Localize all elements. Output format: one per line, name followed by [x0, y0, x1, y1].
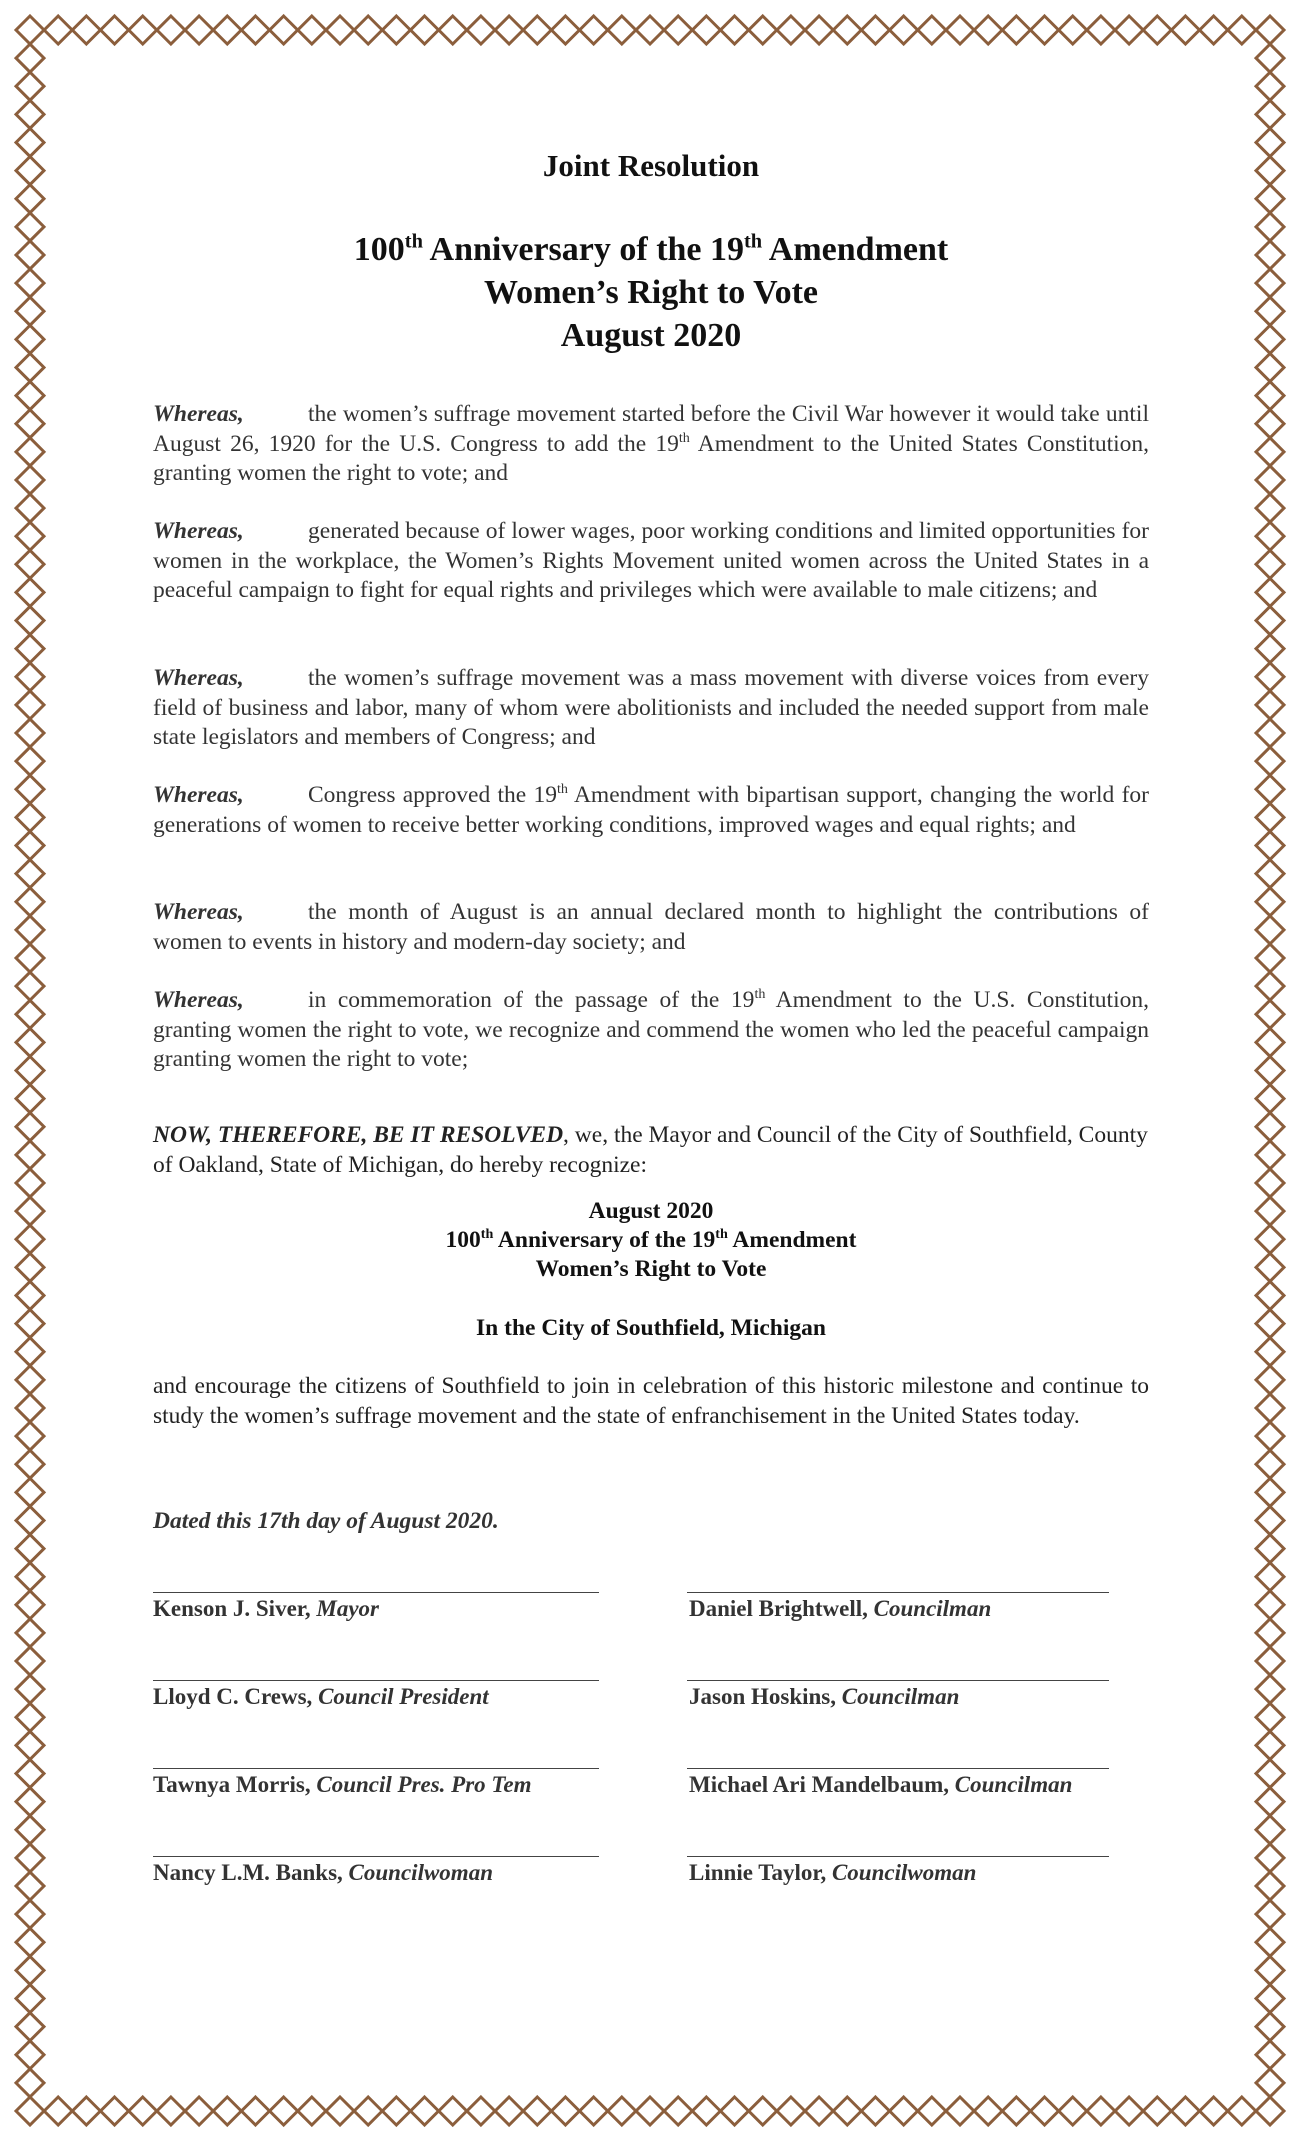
whereas-paragraph: Whereas, the month of August is an annual declared month to highlight the contributions of women to events in history and modern-day society; and: [153, 899, 1149, 955]
border-diamond: [439, 16, 467, 44]
border-diamond: [16, 1535, 44, 1563]
border-diamond: [918, 16, 946, 44]
border-diamond: [16, 297, 44, 325]
border-diamond: [326, 2097, 354, 2125]
border-diamond: [1059, 2097, 1087, 2125]
border-diamond: [467, 2097, 495, 2125]
border-diamond: [16, 44, 44, 72]
border-diamond: [16, 803, 44, 831]
border-diamond: [1256, 297, 1284, 325]
border-diamond: [129, 2097, 157, 2125]
border-diamond: [16, 1169, 44, 1197]
signatory-council-pres-pro-tem: Tawnya Morris, Council Pres. Pro Tem: [153, 1772, 532, 1797]
whereas-paragraph: Whereas, generated because of lower wages, poor working conditions and limited opportunities for women in the workplace, the Women’s Rights Movement united women across the United States in a peaceful campaign to fight for equal rights and privileges which were available to male citizens; and: [153, 518, 1149, 603]
border-diamond: [1256, 241, 1284, 269]
border-diamond: [749, 16, 777, 44]
border-diamond: [1256, 1675, 1284, 1703]
border-diamond: [1256, 2069, 1284, 2097]
border-diamond: [16, 1000, 44, 1028]
signature-line: [153, 1856, 599, 1857]
border-diamond: [1171, 2097, 1199, 2125]
border-diamond: [16, 775, 44, 803]
border-diamond: [1256, 832, 1284, 860]
whereas-paragraph: Whereas, the women’s suffrage movement was a mass movement with diverse voices from every field of business and labor, many of whom were abolitionists and included the needed support from male state legislators and members of Congress; and: [153, 665, 1149, 750]
border-diamond: [664, 2097, 692, 2125]
signatory-councilman: Michael Ari Mandelbaum, Councilman: [689, 1772, 1073, 1797]
border-diamond: [1256, 1169, 1284, 1197]
border-diamond: [1171, 16, 1199, 44]
border-diamond: [185, 16, 213, 44]
border-diamond: [16, 325, 44, 353]
border-diamond: [749, 2097, 777, 2125]
border-diamond: [16, 2041, 44, 2069]
border-diamond: [72, 2097, 100, 2125]
border-diamond: [16, 1872, 44, 1900]
border-diamond: [890, 2097, 918, 2125]
border-diamond: [1256, 972, 1284, 1000]
border-diamond: [1256, 2013, 1284, 2041]
border-diamond: [16, 2013, 44, 2041]
border-diamond: [861, 2097, 889, 2125]
border-diamond: [157, 16, 185, 44]
border-diamond: [213, 2097, 241, 2125]
border-diamond: [1256, 1197, 1284, 1225]
border-diamond: [44, 16, 72, 44]
border-diamond: [1256, 213, 1284, 241]
border-diamond: [1256, 522, 1284, 550]
border-diamond: [1256, 1310, 1284, 1338]
border-diamond: [1256, 16, 1284, 44]
border-diamond: [1087, 2097, 1115, 2125]
border-diamond: [354, 2097, 382, 2125]
border-diamond: [326, 16, 354, 44]
border-diamond: [16, 1928, 44, 1956]
border-diamond: [1256, 100, 1284, 128]
border-diamond: [1256, 1619, 1284, 1647]
border-diamond: [16, 1788, 44, 1816]
border-diamond: [1256, 44, 1284, 72]
border-diamond: [1256, 1731, 1284, 1759]
border-diamond: [270, 16, 298, 44]
border-diamond: [16, 1028, 44, 1056]
border-diamond: [861, 16, 889, 44]
border-diamond: [1256, 578, 1284, 606]
closing-paragraph: and encourage the citizens of Southfield to join in celebration of this historic milestone and continue to study the women’s suffrage movement and the state of enfranchisement in the United States today.: [153, 1373, 1149, 1429]
border-diamond: [16, 1563, 44, 1591]
border-diamond: [16, 1366, 44, 1394]
border-diamond: [16, 1141, 44, 1169]
border-diamond: [16, 1844, 44, 1872]
border-diamond: [1256, 1281, 1284, 1309]
border-diamond: [101, 16, 129, 44]
border-diamond: [636, 16, 664, 44]
border-diamond: [1256, 719, 1284, 747]
border-diamond: [16, 157, 44, 185]
border-diamond: [1256, 1563, 1284, 1591]
recognition-date: August 2020: [588, 1198, 714, 1224]
border-diamond: [721, 2097, 749, 2125]
border-diamond: [16, 1394, 44, 1422]
border-diamond: [16, 1760, 44, 1788]
border-diamond: [1256, 1535, 1284, 1563]
border-diamond: [1031, 2097, 1059, 2125]
border-diamond: [1256, 1366, 1284, 1394]
signatory-council-president: Lloyd C. Crews, Council President: [153, 1684, 489, 1709]
border-diamond: [16, 269, 44, 297]
border-diamond: [16, 578, 44, 606]
border-diamond: [1256, 691, 1284, 719]
border-diamond: [1115, 2097, 1143, 2125]
border-diamond: [270, 2097, 298, 2125]
recognition-right-to-vote: Women’s Right to Vote: [535, 1256, 767, 1282]
border-diamond: [129, 16, 157, 44]
border-diamond: [16, 607, 44, 635]
border-diamond: [16, 1450, 44, 1478]
border-diamond: [1256, 1225, 1284, 1253]
border-diamond: [1002, 16, 1030, 44]
border-diamond: [16, 550, 44, 578]
border-diamond: [1200, 2097, 1228, 2125]
border-diamond: [523, 2097, 551, 2125]
border-diamond: [1115, 16, 1143, 44]
border-diamond: [1256, 1900, 1284, 1928]
signatory-councilwoman: Linnie Taylor, Councilwoman: [689, 1860, 977, 1885]
border-diamond: [1256, 1872, 1284, 1900]
border-diamond: [495, 16, 523, 44]
border-diamond: [16, 382, 44, 410]
whereas-paragraph: Whereas, Congress approved the 19th Amendment with bipartisan support, changing the world for generations of women to receive better working conditions, improved wages and equal rights; and: [153, 781, 1149, 838]
anniversary-heading: 100th Anniversary of the 19th Amendment: [353, 230, 949, 268]
border-diamond: [354, 16, 382, 44]
border-diamond: [1256, 128, 1284, 156]
border-diamond: [16, 1647, 44, 1675]
border-diamond: [16, 747, 44, 775]
signature-line: [153, 1768, 599, 1769]
border-diamond: [16, 1816, 44, 1844]
border-diamond: [1256, 916, 1284, 944]
border-diamond: [1256, 382, 1284, 410]
border-diamond: [1256, 410, 1284, 438]
border-diamond: [918, 2097, 946, 2125]
border-diamond: [1256, 1057, 1284, 1085]
border-diamond: [1256, 747, 1284, 775]
whereas-paragraph: Whereas, the women’s suffrage movement started before the Civil War however it would take until August 26, 1920 for the U.S. Congress to add the 19th Amendment to the United States Constitution, granting women the right to vote; and: [153, 401, 1149, 486]
border-diamond: [157, 2097, 185, 2125]
border-diamond: [1256, 438, 1284, 466]
border-diamond: [580, 16, 608, 44]
border-diamond: [1256, 663, 1284, 691]
border-diamond: [16, 1338, 44, 1366]
border-diamond: [1256, 2041, 1284, 2069]
border-diamond: [1256, 185, 1284, 213]
border-diamond: [805, 16, 833, 44]
signatory-councilwoman: Nancy L.M. Banks, Councilwoman: [153, 1860, 493, 1885]
border-diamond: [608, 16, 636, 44]
border-diamond: [1256, 1000, 1284, 1028]
border-diamond: [16, 1675, 44, 1703]
border-diamond: [1256, 1478, 1284, 1506]
border-diamond: [692, 16, 720, 44]
border-diamond: [44, 2097, 72, 2125]
border-diamond: [16, 1253, 44, 1281]
border-diamond: [664, 16, 692, 44]
border-diamond: [495, 2097, 523, 2125]
border-diamond: [16, 100, 44, 128]
resolved-paragraph: NOW, THEREFORE, BE IT RESOLVED, we, the Mayor and Council of the City of Southfield, County of Oakland, State of Michigan, do hereby recognize:: [153, 1122, 1148, 1178]
border-diamond: [608, 2097, 636, 2125]
border-diamond: [1256, 1506, 1284, 1534]
border-diamond: [1256, 860, 1284, 888]
document-title: Joint Resolution: [542, 148, 760, 183]
border-diamond: [16, 1591, 44, 1619]
border-diamond: [16, 1422, 44, 1450]
border-diamond: [1031, 16, 1059, 44]
border-diamond: [551, 16, 579, 44]
signatory-mayor: Kenson J. Siver, Mayor: [153, 1596, 379, 1621]
border-diamond: [1256, 1113, 1284, 1141]
border-diamond: [16, 353, 44, 381]
border-diamond: [16, 1985, 44, 2013]
border-diamond: [16, 944, 44, 972]
border-diamond: [16, 916, 44, 944]
border-diamond: [1256, 325, 1284, 353]
border-diamond: [16, 1225, 44, 1253]
border-diamond: [636, 2097, 664, 2125]
border-diamond: [974, 2097, 1002, 2125]
border-diamond: [16, 860, 44, 888]
border-diamond: [467, 16, 495, 44]
border-diamond: [16, 213, 44, 241]
border-diamond: [1256, 1816, 1284, 1844]
border-diamond: [16, 72, 44, 100]
border-diamond: [1256, 1844, 1284, 1872]
border-diamond: [16, 972, 44, 1000]
border-diamond: [1256, 550, 1284, 578]
border-diamond: [721, 16, 749, 44]
border-diamond: [1256, 1985, 1284, 2013]
border-diamond: [1087, 16, 1115, 44]
signature-line: [687, 1768, 1109, 1769]
dated-line: Dated this 17th day of August 2020.: [153, 1508, 499, 1534]
whereas-paragraph: Whereas, in commemoration of the passage of the 19th Amendment to the U.S. Constitution, granting women the right to vote, we recognize and commend the women who led the peaceful campaign granting women the right to vote;: [153, 986, 1149, 1072]
border-diamond: [805, 2097, 833, 2125]
border-diamond: [16, 438, 44, 466]
border-diamond: [16, 410, 44, 438]
signatory-councilman: Daniel Brightwell, Councilman: [689, 1596, 992, 1621]
border-diamond: [72, 16, 100, 44]
border-diamond: [1256, 1956, 1284, 1984]
signature-line: [153, 1592, 599, 1593]
border-diamond: [382, 2097, 410, 2125]
border-diamond: [1256, 803, 1284, 831]
border-diamond: [1256, 1591, 1284, 1619]
border-diamond: [1256, 1338, 1284, 1366]
border-diamond: [16, 1197, 44, 1225]
border-diamond: [1256, 1394, 1284, 1422]
border-diamond: [16, 1506, 44, 1534]
border-diamond: [1228, 16, 1256, 44]
border-diamond: [1256, 888, 1284, 916]
border-diamond: [16, 1703, 44, 1731]
border-diamond: [833, 2097, 861, 2125]
border-diamond: [1256, 1760, 1284, 1788]
border-diamond: [16, 1113, 44, 1141]
border-diamond: [16, 1478, 44, 1506]
border-diamond: [16, 832, 44, 860]
border-diamond: [16, 16, 44, 44]
border-diamond: [16, 185, 44, 213]
subtitle-date: August 2020: [560, 317, 742, 354]
border-diamond: [1256, 72, 1284, 100]
border-diamond: [1256, 1253, 1284, 1281]
border-diamond: [16, 1900, 44, 1928]
border-diamond: [411, 16, 439, 44]
signatory-councilman: Jason Hoskins, Councilman: [689, 1684, 960, 1709]
recognition-city: In the City of Southfield, Michigan: [476, 1315, 826, 1341]
signature-line: [687, 1592, 1109, 1593]
border-diamond: [777, 16, 805, 44]
border-diamond: [946, 2097, 974, 2125]
border-diamond: [1143, 2097, 1171, 2125]
signature-line: [687, 1856, 1109, 1857]
border-diamond: [16, 466, 44, 494]
border-diamond: [551, 2097, 579, 2125]
border-diamond: [1256, 775, 1284, 803]
border-diamond: [1256, 466, 1284, 494]
border-diamond: [1256, 1703, 1284, 1731]
border-diamond: [241, 2097, 269, 2125]
border-diamond: [580, 2097, 608, 2125]
border-diamond: [974, 16, 1002, 44]
border-diamond: [833, 16, 861, 44]
border-diamond: [1256, 353, 1284, 381]
border-diamond: [298, 16, 326, 44]
border-diamond: [1256, 494, 1284, 522]
border-diamond: [1256, 157, 1284, 185]
recognition-anniversary: 100th Anniversary of the 19th Amendment: [445, 1226, 857, 1253]
border-diamond: [16, 1057, 44, 1085]
border-diamond: [523, 16, 551, 44]
border-diamond: [382, 16, 410, 44]
border-diamond: [16, 2097, 44, 2125]
border-diamond: [1256, 1647, 1284, 1675]
border-diamond: [16, 888, 44, 916]
border-diamond: [16, 719, 44, 747]
border-diamond: [16, 1956, 44, 1984]
border-diamond: [1200, 16, 1228, 44]
border-diamond: [1143, 16, 1171, 44]
border-diamond: [16, 1281, 44, 1309]
border-diamond: [16, 128, 44, 156]
signature-line: [687, 1680, 1109, 1681]
border-diamond: [185, 2097, 213, 2125]
border-diamond: [16, 691, 44, 719]
border-diamond: [1256, 2097, 1284, 2125]
border-diamond: [16, 2069, 44, 2097]
border-diamond: [1256, 1788, 1284, 1816]
border-diamond: [1256, 1450, 1284, 1478]
border-diamond: [16, 241, 44, 269]
border-diamond: [1256, 1422, 1284, 1450]
border-diamond: [439, 2097, 467, 2125]
border-diamond: [1002, 2097, 1030, 2125]
border-diamond: [16, 1085, 44, 1113]
border-diamond: [16, 663, 44, 691]
border-diamond: [1228, 2097, 1256, 2125]
border-diamond: [1059, 16, 1087, 44]
border-diamond: [1256, 1141, 1284, 1169]
border-diamond: [411, 2097, 439, 2125]
border-diamond: [1256, 1028, 1284, 1056]
border-diamond: [890, 16, 918, 44]
border-diamond: [16, 522, 44, 550]
border-diamond: [1256, 1928, 1284, 1956]
border-diamond: [298, 2097, 326, 2125]
border-diamond: [1256, 607, 1284, 635]
border-diamond: [241, 16, 269, 44]
border-diamond: [101, 2097, 129, 2125]
border-diamond: [1256, 1085, 1284, 1113]
subtitle-right-to-vote: Women’s Right to Vote: [483, 274, 819, 311]
border-diamond: [1256, 944, 1284, 972]
border-diamond: [777, 2097, 805, 2125]
border-diamond: [16, 494, 44, 522]
border-diamond: [213, 16, 241, 44]
border-diamond: [16, 1731, 44, 1759]
border-diamond: [692, 2097, 720, 2125]
border-diamond: [1256, 269, 1284, 297]
border-diamond: [16, 1619, 44, 1647]
signature-line: [153, 1680, 599, 1681]
border-diamond: [946, 16, 974, 44]
border-diamond: [1256, 635, 1284, 663]
border-diamond: [16, 1310, 44, 1338]
border-diamond: [16, 635, 44, 663]
